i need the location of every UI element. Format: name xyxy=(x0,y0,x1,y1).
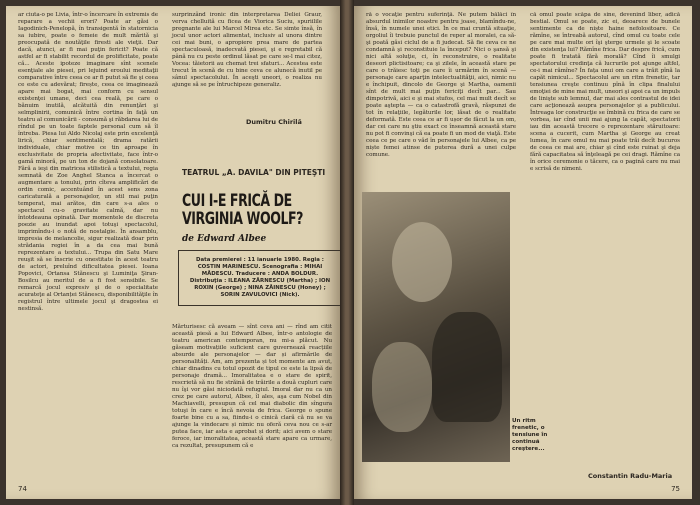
left-page xyxy=(6,6,340,499)
page-number: 74 xyxy=(18,485,27,493)
play-title: CUI I-E FRICĂ DE VIRGINIA WOOLF? xyxy=(182,191,304,229)
article-column-left-2 xyxy=(172,12,322,89)
credits-box: Data premierei : 11 ianuarie 1980. Regia : COSTIN MARINESCU. Scenografia : MIHAI MĂDESCU. Traducere : ANDA BOLDUR. Distribuţia : ILEANA ZĂRNESCU (Martha) ; ION ROXIN (George) ; NINA ZĂINESCU (Honey) ; SORIN ZAVULOVICI (Nick). xyxy=(178,250,340,306)
photo-figure xyxy=(392,222,452,302)
photo-figure xyxy=(432,312,502,422)
page-number: 75 xyxy=(671,485,680,493)
author-signature: Constantin Radu-Maria xyxy=(588,472,673,480)
photo-caption: Un ritm frenetic, o tensiune în continuă creştere... xyxy=(512,418,548,452)
play-author: de Edward Albee xyxy=(182,234,267,244)
paragraph: ar ciuta-o pe Livia, într-o încercare în extremis de reparare a vechii erori? Poate ar găsi o Iagodinich-Penelopă, în transigentă în statornicia sa iubire, poate o femeie de mult mărită şi preocupată de noutăţile firesti ale vieţii. Dar dacă, atunci, ar fi mai puţin fericit? Poate că astfel ar fi stabilit recordul de prolificitate, poate că... Aceste ipoteze imaginare sînt scenele esenţiale ale piesei, pri lejuind eroului meditaţii comparative între ceea ce ar fi putut să fie şi ceea ce este cu adevărat; firește, ceea ce imaginează apare mai bogat, mai conform cu sensul existenţei umane, deci cea reală, pe care o bănuim inutilă, alcătuită din renunţări şi selmplinirii, comunică între cortina în faţă un teatru al comunicării - consumă şi răbdarea lui de rîndul pe un toate faptele personal cum să îl întreba. Piesa lui Aldo Nicolaj este prin excelenţă lirică, chiar sentimentală; drama ratării individuale, chiar motive ce tin aproape în exclusivitate de propria afectivitate, face într-o gamă minoră, pe un ton de dojană consolatoare. Fără a ieşi din matricea stilistică a textului, regia semnată de Zoe Anghel Stanca a încercat o augmentare a tonului, prin cîteva amplificări de ordin comic, accentuând în acest sens zona caricaturală a personajelor, un stil mai puţin temperat, mai arătos, din care s-a ales o spectacul cu-o gravitate calmă, dar nu întotdeauna opinată. Dar momentele de discreta poezie au inundat apoi totuşi spectacolul, imprimîndu-i o notă de nostalgie. În ansamblu, impresia de melancolie, sigur realizată doar prin strădania regiei în a da cea mai bună reprezentare a textului... Trupa din Satu Mare reuşit să se înscrie cu onestitate în acest teatru de actori, preluînd dificultatea piesei. Ioana Popovici, Ortansa Stănescu şi Luminiţa Şiran-Bosilcu au meritul de a fi fost sensibile. Se remarcă jocul expresiv şi de o specialitate acurateţe al Ortanței Stănescu, disponibilităţile în registrul între ultimele jocul şi dragostea ei nestinsă. xyxy=(18,12,158,312)
stage-photo xyxy=(362,192,510,462)
right-page xyxy=(354,6,692,499)
article-column-right-2 xyxy=(530,12,680,472)
paragraph: surprinzând ironic din interpretarea Deliei Graur, verva chelluită cu ficea de Viorica Suciu, spuriilile pregnante ale lui Marcel Mirea etc. Se simte însă, în jocul unor actori alimentat, inclusiv al unora dintre cei mai buni, o apropiere prea mare de partea spectaculoasă, inadecvată piesei, şi e regretabil că până nu cu peste ordinul lăsat pe care se-l mai citez, Vocea: tăietorii au chemat trei sfaturi... Acestea este trecut în scenă de cu bine ceva ce alunecă inutil pe sânul spectacolului. În aceşti uneori, o realiza nu ajunge să se pe întruchipeze generaliz. xyxy=(172,12,322,88)
paragraph: că omul poate scăpa de sine, devenind liber, adică bestial. Omul se poate, zic ei, deoarece de bunele sentimente ca de niște haine nefolositoare. Ce rămîne, se întreabă autorul, cînd omul cu toate cele pe care mai multe ori îşi şterge urmele şi le scoate din existenţa lui? Rămîne frica. Dar despre frică, cum poate fi tratată fără morală? Cînd îi smulgi spectatorului credinţa că lucrurile pot ajunge altfel, ce-i mai rămîne? În fața unui om care a trăit pînă la capăt nimicul... Spectacolul are un ritm frenetic, tar tensiunea creşte continuu pînă în clipa finalului emoţiei de mine mai mult, uneori şi apoi ca un impuls de linişte sub lemnul, dar mai ales contrastul de idei care acţionează asupra personajelor şi a publicului. Întreaga lor construcţie se îmbină cu frica de care se vorbea, iar cînd unii mai ajung la capăt, spectatorii iau din această trecere o reprezentare stăruitoare: scena a cucerit, cum Martha şi George au creat lumea, în care omul nu mai poate trăi decît bucuros de ceea ce mai are, chiar şi cînd este ruinat şi deja fără capacitatea să înţeleagă pe cei dragi. Rămîne ca în orice ceremonie o tăcere, ca o pagină care nu mai e scrisă de nimeni. xyxy=(530,12,680,172)
photo-figure xyxy=(372,342,432,432)
book-gutter xyxy=(340,0,354,505)
theatre-name: TEATRUL „A. DAVILA" DIN PITEŞTI xyxy=(182,168,326,177)
article-column-left-1 xyxy=(18,12,158,313)
article-column-left-3 xyxy=(172,324,332,450)
article-column-right-1 xyxy=(366,12,516,188)
paragraph: ră o vocaţie pentru suferinţă. Ne putem bălăci în absurdul inimilor noastre pentru joase, blamîndu-ne, însă, în numele unei etici. În ce mai cruntă situaţie, orgoliul îi trebuie punctul de reper al moralei, ca să-şi poată găsi ciclul de a fi judecat. Să fie ceva ce ne condamnă şi reconstituie la început? Nici o şansă şi nici altă soluţie, ci, în reconstruire, o realitate deseori plictisitoare; ca şi zilele, în această stare pe care o trăiesc toţi pe care îi urmărim în scenă — personaje care aparţin intelectualităţii, aici, nimic nu e închipuit, dincolo de George şi Martha, oamenii sînt de mult mai puţin fericiţi decît par... Sau dimpotrivă, aici e şi mai stufos, cel mai mult decît se poate aştepta — ca o catastrofă gravă, răspunzi de tot în relaţiile, legăturile lor, lăsat de o realitate deformată. Este ceea ce ar fi ușor de făcut la un om, dar cei care nu ştiu exact ce înseamnă această stare nu pot fi convinşi că ea poate fi un mod de viaţă. Este ceea ce pe care o văd în personajele lui Albee, ca pe niște femei atinse de puterea dură a unei culpe comune. xyxy=(366,12,516,158)
author-signature: Dumitru Chirilă xyxy=(246,118,302,126)
paragraph: Mărturisesc că aveam — sînt ceva ani — rînd am citit această piesă a lui Edward Albee, într-o antologie de teatru american contemporan, nu mi-a plăcut. Nu găseam motivațiile suficient care guvernează reacțiile absurde ale personajelor — dar și afirmările de personalități. Am, am prezenta și tot momente am avut, chiar dinadins cu totul opozit de tipul ce este la lipsă de personaje dramă... Imoralitatea e o stare de spirit, rescrietă să nu fie străină de trăirile a două cupluri care nu îşi vor găsi niciodată refugiul. Imoral dar nu ca un crez pe care autorul, Albee, îl ales, aşa cum Nobel din Machiavelli, presupun că cel mai diabolic din sîngura totuşi în care e încă nevoia de frica. George o spune foarte bine cu a sa, fiindu-i o cinică clară că nu se va ajunge la vindecare și nimic nu oferă ceva nou ce s-ar putea face, iar asta e aprobat și dorit; aici avem o stare feroce, iar imoralitatea, această stare apare ca urmare, ca rezultat, presupunem că e xyxy=(172,324,332,449)
